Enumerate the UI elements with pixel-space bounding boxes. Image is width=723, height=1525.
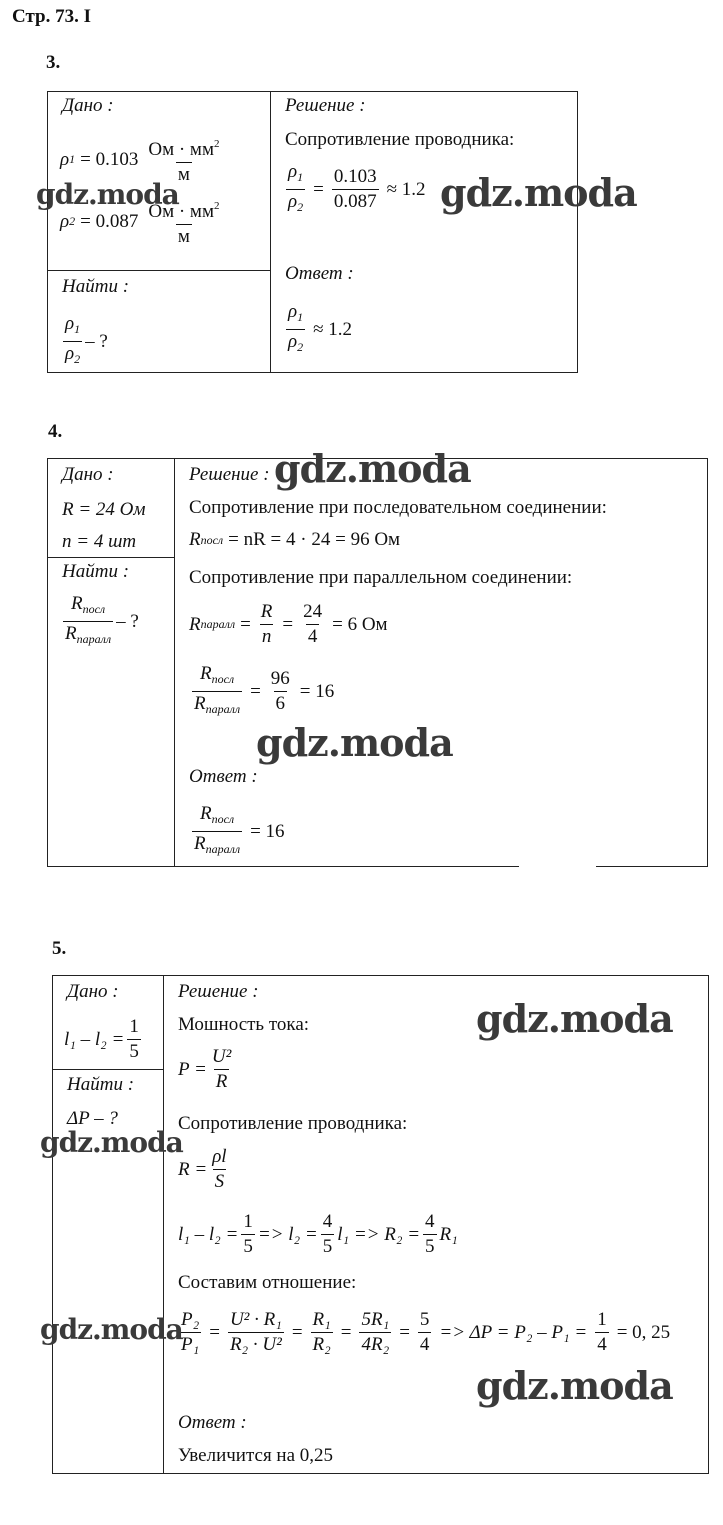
question-mark: – ? bbox=[116, 610, 139, 632]
problem-5-given-find-divider bbox=[52, 1069, 164, 1070]
5-over-4 bbox=[418, 1308, 432, 1357]
rho-symbol: ρ bbox=[65, 313, 75, 334]
subscript-posl: посл bbox=[211, 812, 235, 826]
len-1-5 bbox=[241, 1210, 255, 1259]
problem-4-find-expr bbox=[60, 592, 139, 651]
watermark: gdz.moda bbox=[40, 1126, 183, 1159]
problem-5-solution-line2: Сопротивление проводника: bbox=[178, 1113, 408, 1134]
problem-4-solution-line1: Сопротивление при последовательном соединении: bbox=[189, 497, 607, 518]
unit-superscript: 2 bbox=[213, 138, 220, 150]
frac-denominator: 4 bbox=[419, 1334, 430, 1355]
problem-4-given-n: n = 4 шт bbox=[62, 531, 137, 552]
rho2-symbol: ρ bbox=[60, 210, 70, 232]
power-lhs: P = bbox=[178, 1058, 207, 1080]
subscript-posl: посл bbox=[211, 672, 235, 686]
r-symbol: R bbox=[194, 693, 206, 714]
given-fraction bbox=[127, 1015, 141, 1064]
96-over-6 bbox=[269, 667, 292, 716]
frac-denominator: 4 bbox=[307, 626, 318, 647]
problem-4-series bbox=[189, 529, 405, 551]
rho-symbol: ρ bbox=[288, 301, 298, 322]
watermark: gdz.moda bbox=[256, 720, 453, 765]
calc-result: ≈ 1.2 bbox=[386, 178, 426, 200]
problem-4-given-label: Дано : bbox=[62, 464, 114, 485]
rho-symbol: ρ bbox=[288, 331, 298, 352]
watermark: gdz.moda bbox=[36, 178, 179, 211]
problem-3-given-label: Дано : bbox=[62, 95, 114, 116]
subscript-parall: паралл bbox=[200, 617, 236, 631]
subscript-posl: посл bbox=[200, 532, 224, 547]
problem-4-number: 4. bbox=[48, 421, 63, 442]
problem-4-ratio: $\frac{R_{посл}}{R_{паралл}}$ = $\frac{96}{6}$ = 16 bbox=[189, 662, 339, 721]
calc-fraction bbox=[332, 165, 379, 214]
unit-denominator: м bbox=[177, 226, 190, 247]
problem-3-divider bbox=[270, 91, 271, 373]
frac-denominator: 5 bbox=[322, 1236, 333, 1257]
frac-numerator: 1 bbox=[597, 1309, 607, 1330]
problem-3-calc: $\frac{\rho_1}{\rho_2}$ = $\frac{0.103}{0.087}$ ≈ 1.2 bbox=[283, 160, 431, 219]
problem-3-answer-label: Ответ : bbox=[285, 263, 354, 284]
answer-ratio bbox=[286, 300, 305, 359]
subscript-posl: посл bbox=[82, 602, 106, 616]
frac-denominator: S bbox=[214, 1171, 225, 1192]
r-symbol: R bbox=[65, 623, 77, 644]
unit-denominator: м bbox=[177, 164, 190, 185]
find-ratio bbox=[63, 312, 82, 371]
subscript: 2 bbox=[297, 340, 304, 354]
ratio-symbols bbox=[192, 662, 242, 721]
subscript-parall: паралл bbox=[205, 842, 241, 856]
problem-4-solution-line2: Сопротивление при параллельном соединении: bbox=[189, 567, 573, 588]
lengths-b: => l₂ = bbox=[257, 1223, 318, 1245]
problem-4-right-border bbox=[707, 458, 708, 867]
answer-result: ≈ 1.2 bbox=[313, 318, 353, 340]
problem-4-solution-label: Решение : bbox=[189, 464, 270, 485]
frac-denominator: R₂ bbox=[312, 1334, 331, 1355]
frac-numerator: 24 bbox=[303, 601, 323, 622]
problem-4-divider bbox=[174, 458, 175, 867]
delta-p-result: = 0, 25 bbox=[616, 1321, 671, 1343]
problem-3-find-label: Найти : bbox=[62, 276, 130, 297]
frac-numerator: 5 bbox=[419, 1309, 430, 1330]
calc-numerator: 0.103 bbox=[333, 166, 377, 187]
frac-numerator: 1 bbox=[243, 1211, 253, 1232]
rho-symbol: ρ bbox=[288, 191, 298, 212]
1-over-4 bbox=[595, 1308, 609, 1357]
answer-ratio bbox=[192, 802, 242, 861]
problem-4-parallel: R паралл = $\frac{R}{n}$ = $\frac{24}{4}$ = 6 Ом bbox=[189, 601, 388, 647]
problem-4-given-r: R = 24 Ом bbox=[62, 499, 146, 520]
frac-numerator: 5R₁ bbox=[361, 1309, 390, 1330]
problem-5-answer-text: Увеличится на 0,25 bbox=[178, 1445, 334, 1466]
frac-denominator: 4 bbox=[597, 1334, 607, 1355]
u-ratio bbox=[228, 1308, 284, 1357]
problem-4-given-find-divider bbox=[47, 557, 175, 558]
problem-5-solution-label: Решение : bbox=[178, 981, 259, 1002]
frac-numerator: 96 bbox=[270, 668, 290, 689]
frac-denominator: P₁ bbox=[181, 1334, 200, 1355]
answer-result: = 16 bbox=[250, 820, 285, 842]
problem-3-solution-line1: Сопротивление проводника: bbox=[285, 129, 515, 150]
problem-5-power bbox=[178, 1045, 236, 1094]
problem-5-lengths bbox=[178, 1210, 458, 1259]
subscript: 1 bbox=[297, 170, 304, 184]
given-lhs: l₁ – l₂ = bbox=[64, 1028, 125, 1050]
r-over-n bbox=[259, 600, 275, 649]
subscript: 1 bbox=[74, 322, 81, 336]
r-symbol: R bbox=[194, 833, 206, 854]
problem-3-answer bbox=[283, 300, 357, 359]
problem-5-solution-line1: Мошность тока: bbox=[178, 1014, 310, 1035]
calc-ratio bbox=[286, 160, 305, 219]
frac-numerator: 1 bbox=[129, 1016, 139, 1037]
problem-4-find-label: Найти : bbox=[62, 561, 130, 582]
problem-5-given bbox=[64, 1015, 144, 1064]
problem-5-given-label: Дано : bbox=[67, 981, 119, 1002]
frac-denominator: R₂ · U² bbox=[229, 1334, 282, 1355]
r-symbol: R bbox=[199, 663, 212, 684]
watermark: gdz.moda bbox=[476, 1363, 673, 1408]
delta-p-expression: => ΔP = P₂ – P₁ = bbox=[439, 1321, 588, 1343]
subscript: 2 bbox=[297, 200, 304, 214]
watermark: gdz.moda bbox=[476, 996, 673, 1041]
problem-5-find-label: Найти : bbox=[67, 1074, 135, 1095]
problem-5-ratio: $\frac{\text{P₂}}{\text{P₁}}$ = $\frac{\text{U² · R₁}}{\text{R₂ · U²}}$ = $\frac{\text{R₁}}{\text{R₂}}$ = $\frac{\text{5R₁}}{\text{4R₂}}$ = $\frac{5}{4}$ => ΔP = P₂ – P₁ = $\frac{1}{4}$ = 0, 25 bbox=[181, 1309, 671, 1355]
rho2-value: = 0.087 bbox=[80, 210, 139, 232]
problem-4-left-border bbox=[47, 458, 48, 867]
problem-4-answer-label: Ответ : bbox=[189, 766, 258, 787]
problem-5-resistance bbox=[178, 1145, 232, 1194]
page-header: Стр. 73. I bbox=[12, 6, 91, 27]
watermark: gdz.moda bbox=[274, 446, 471, 491]
frac-numerator: U² bbox=[211, 1046, 232, 1067]
subscript-parall: паралл bbox=[76, 632, 112, 646]
frac-numerator: 4 bbox=[322, 1211, 333, 1232]
frac-numerator: 4 bbox=[425, 1211, 435, 1232]
problem-3-find-expr bbox=[60, 312, 108, 371]
5r1-over-4r2 bbox=[359, 1308, 391, 1357]
len-4-5 bbox=[321, 1210, 335, 1259]
problem-3-given-find-divider bbox=[47, 270, 271, 271]
watermark: gdz.moda bbox=[440, 170, 637, 215]
frac-denominator: 5 bbox=[129, 1041, 139, 1062]
problem-5-divider bbox=[163, 975, 164, 1474]
watermark: gdz.moda bbox=[40, 1313, 183, 1346]
len-4-5-b bbox=[423, 1210, 437, 1259]
problem-5-number: 5. bbox=[52, 938, 67, 959]
frac-numerator: R₁ bbox=[312, 1309, 331, 1330]
frac-denominator: 5 bbox=[425, 1236, 435, 1257]
resistance-lhs: R = bbox=[178, 1158, 208, 1180]
subscript: 2 bbox=[74, 352, 81, 366]
frac-denominator: 6 bbox=[275, 693, 286, 714]
subscript-parall: паралл bbox=[205, 702, 241, 716]
frac-denominator: 4R₂ bbox=[361, 1334, 390, 1355]
problem-3-solution-label: Решение : bbox=[285, 95, 366, 116]
r-symbol: R bbox=[70, 593, 83, 614]
frac-denominator: R bbox=[215, 1071, 228, 1092]
unit-superscript: 2 bbox=[213, 200, 220, 212]
rho-symbol: ρ bbox=[65, 343, 75, 364]
parallel-result: = 6 Ом bbox=[332, 613, 388, 635]
r-symbol: R bbox=[189, 613, 201, 635]
problem-4-bottom-border bbox=[47, 866, 519, 867]
unit-numerator: Ом · мм bbox=[148, 139, 214, 160]
frac-denominator: 5 bbox=[243, 1236, 253, 1257]
question-mark: – ? bbox=[85, 330, 108, 352]
power-fraction bbox=[210, 1045, 233, 1094]
r1-over-r2 bbox=[311, 1308, 333, 1357]
frac-denominator: n bbox=[261, 626, 272, 647]
frac-numerator: ρl bbox=[212, 1146, 227, 1167]
r-symbol: R bbox=[189, 529, 201, 550]
problem-3-number: 3. bbox=[46, 52, 61, 73]
problem-5-solution-line3: Составим отношение: bbox=[178, 1272, 357, 1293]
rho1-subscript: 1 bbox=[69, 152, 76, 166]
lengths-a: l₁ – l₂ = bbox=[178, 1223, 239, 1245]
frac-numerator: U² · R₁ bbox=[229, 1309, 282, 1330]
rho1-symbol: ρ bbox=[60, 148, 70, 170]
problem-5-answer-label: Ответ : bbox=[178, 1412, 247, 1433]
resistance-fraction bbox=[210, 1145, 228, 1194]
problem-4-answer bbox=[189, 802, 290, 861]
24-over-4 bbox=[301, 600, 324, 649]
ratio-result: = 16 bbox=[299, 680, 335, 702]
problem-4-bottom-border-right bbox=[596, 866, 708, 867]
unit-numerator: Ом · мм bbox=[148, 201, 214, 222]
series-equation: = nR = 4 · 24 = 96 Ом bbox=[228, 529, 401, 550]
lengths-c: l₁ => R₂ = bbox=[337, 1223, 421, 1245]
find-ratio bbox=[63, 592, 113, 651]
frac-numerator: R bbox=[260, 601, 273, 622]
lengths-d: R₁ bbox=[439, 1223, 458, 1245]
rho-symbol: ρ bbox=[288, 161, 298, 182]
subscript: 1 bbox=[297, 310, 304, 324]
frac-numerator: P₂ bbox=[181, 1309, 200, 1330]
rho2-subscript: 2 bbox=[69, 214, 76, 228]
rho1-value: = 0.103 bbox=[80, 148, 139, 170]
r-symbol: R bbox=[199, 803, 212, 824]
problem-5-find-expr: ΔP – ? bbox=[67, 1108, 118, 1129]
calc-denominator: 0.087 bbox=[333, 191, 377, 212]
